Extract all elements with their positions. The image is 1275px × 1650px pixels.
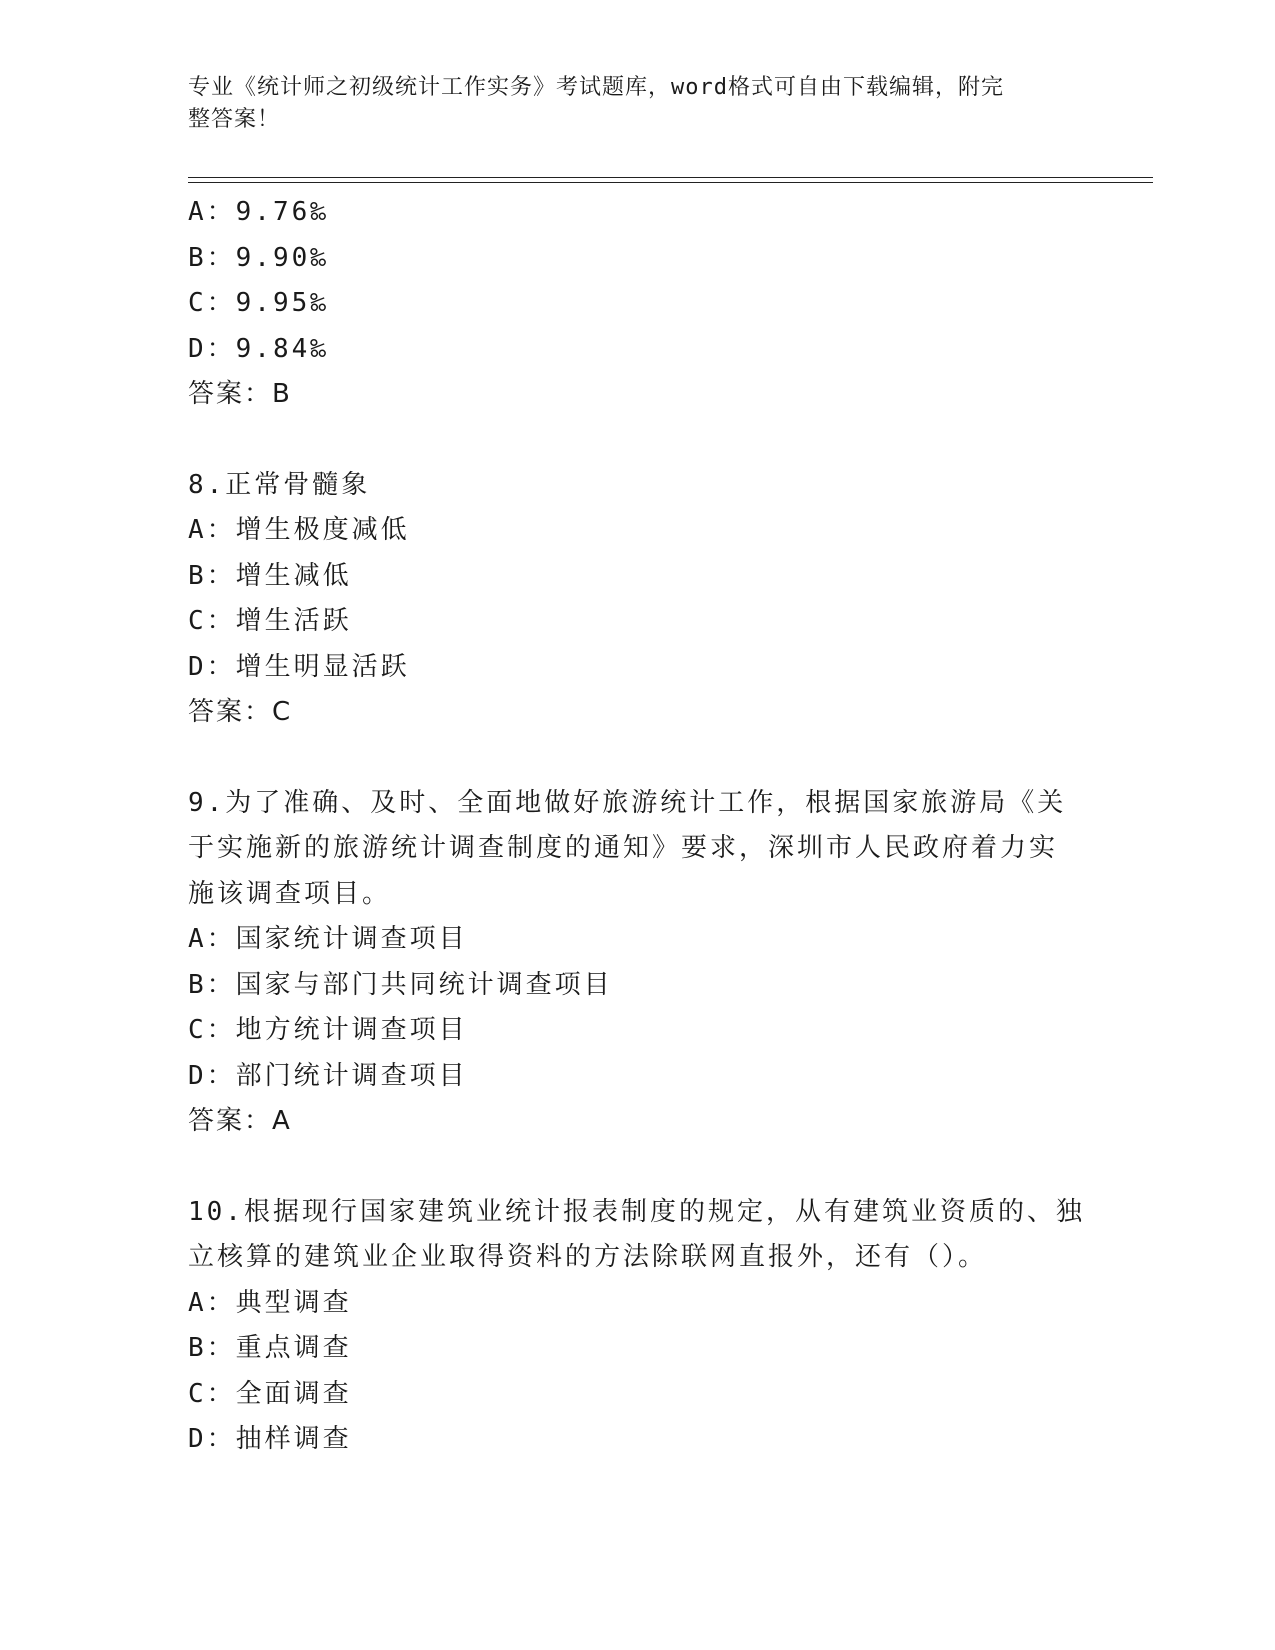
- option-d: D：部门统计调查项目: [188, 1060, 468, 1091]
- question-stem-line: 9.为了准确、及时、全面地做好旅游统计工作，根据国家旅游局《关: [188, 787, 1067, 818]
- question-10: [188, 1190, 1088, 1463]
- option-b: B：9.90‰: [188, 242, 329, 273]
- option-d: D：9.84‰: [188, 333, 329, 364]
- option-a: A：国家统计调查项目: [188, 924, 468, 954]
- question-stem-line: 于实施新的旅游统计调查制度的通知》要求，深圳市人民政府着力实: [188, 833, 1059, 863]
- option-a: A：增生极度减低: [188, 515, 410, 545]
- question-9: [188, 781, 1088, 1145]
- page-header: [188, 72, 1068, 136]
- spacer: [188, 418, 1088, 463]
- header-line-1: 专业《统计师之初级统计工作实务》考试题库，word格式可自由下载编辑，附完: [188, 75, 1004, 100]
- question-list: [188, 190, 1088, 1463]
- question-8: [188, 463, 1088, 736]
- option-c: C：地方统计调查项目: [188, 1015, 468, 1045]
- question-stem: 8.正常骨髓象: [188, 469, 371, 500]
- option-c: C：9.95‰: [188, 288, 329, 318]
- option-a: A：9.76‰: [188, 197, 329, 227]
- option-b: B：重点调查: [188, 1333, 352, 1363]
- header-divider-top: [188, 177, 1153, 178]
- option-b: B：国家与部门共同统计调查项目: [188, 969, 613, 1000]
- header-divider-bottom: [188, 182, 1153, 183]
- question-stem-line: 施该调查项目。: [188, 878, 392, 909]
- header-line-2: 整答案！: [188, 107, 281, 132]
- spacer: [188, 1145, 1088, 1190]
- answer: 答案：A: [188, 1106, 292, 1136]
- option-d: D：抽样调查: [188, 1424, 352, 1454]
- option-c: C：全面调查: [188, 1378, 352, 1409]
- option-a: A：典型调查: [188, 1287, 352, 1318]
- question-7: [188, 190, 1088, 418]
- question-stem-line: 立核算的建筑业企业取得资料的方法除联网直报外，还有（）。: [188, 1242, 988, 1272]
- option-c: C：增生活跃: [188, 606, 352, 636]
- option-d: D：增生明显活跃: [188, 651, 410, 682]
- option-b: B：增生减低: [188, 560, 352, 591]
- question-stem-line: 10.根据现行国家建筑业统计报表制度的规定，从有建筑业资质的、独: [188, 1196, 1085, 1227]
- answer: 答案：C: [188, 697, 293, 727]
- spacer: [188, 736, 1088, 781]
- answer: 答案：B: [188, 379, 292, 409]
